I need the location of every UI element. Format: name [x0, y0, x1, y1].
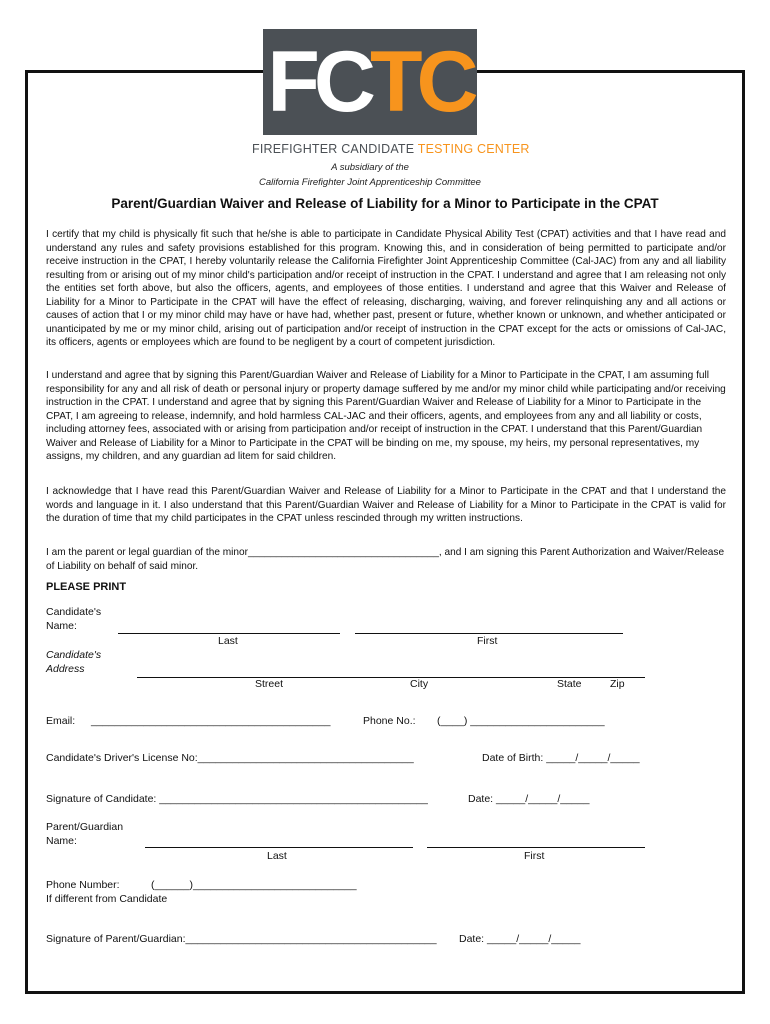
parent-name-label [46, 821, 123, 848]
parent-name-label-line1: Parent/Guardian [46, 821, 124, 833]
candidate-first-caption: First [477, 635, 498, 647]
logo-subtitle-orange: TESTING CENTER [417, 142, 530, 156]
candidate-last-caption: Last [218, 635, 238, 647]
parent-last-caption: Last [267, 850, 287, 862]
page-border-left [25, 70, 28, 994]
logo-subtitle [252, 142, 530, 156]
parent-first-name-field[interactable] [427, 847, 645, 848]
address-label-line2: Address [46, 662, 85, 675]
paragraph-acknowledge: I acknowledge that I have read this Parent/Guardian Waiver and Release of Liability for a Minor to Participate in the CPAT and that I understand the words and language in it. I also understand that this Parent/Guardian Waiver and Release of Liability for a Minor to Participate in the CPAT is valid for the duration of time that my child participates in the CPAT unless rescinded through my written instructions. [46, 486, 726, 525]
page-border-bottom [25, 991, 745, 994]
logo-subtitle-dark: FIREFIGHTER CANDIDATE [252, 142, 418, 156]
date-of-birth-field[interactable]: Date of Birth: _____/_____/_____ [482, 752, 640, 764]
email-field[interactable]: _________________________________________ [91, 715, 331, 727]
drivers-license-field[interactable]: Candidate's Driver's License No:_____________________________________ [46, 752, 414, 764]
logo-letters-fc: FC [267, 34, 370, 130]
parent-signature-field[interactable]: Signature of Parent/Guardian:___________________________________________ [46, 933, 437, 945]
candidate-first-name-field[interactable] [355, 633, 623, 634]
paragraph-certify: I certify that my child is physically fit such that he/she is able to participate in Candidate Physical Ability Test (CPAT) activities and that I have read and understand any rules and safety provisions established for this program. Knowing this, and in consideration of being permitted to participate and/or receive instruction in the CPAT, I hereby voluntarily release the California Firefighter Joint Apprenticeship Committee (Cal-JAC) from any and all liability resulting from or arising out of my minor child's participation and/or receipt of instruction in the CPAT. I understand and agree that I am releasing not only the entities set forth above, but also the officers, agents, and employees of those entities. I understand and agree that this Waiver and Release of Liability for a Minor to Participate in the CPAT will have the effect of releasing, discharging, waiving, and forever relinquishing any and all actions or causes of action that I or my minor child may have or have had, whether past, present or future, whether known or unknown, and whether anticipated or unanticipated by me or my minor child, arising out of participation and/or receipt of instruction in the CPAT except for the acts or omissions of Cal-JAC, its officers, agents or employees which are found to be negligent by a court of competent jurisdiction. [46, 229, 726, 349]
tagline-line-2: California Firefighter Joint Apprenticeship Committee [259, 177, 481, 188]
logo-tagline [200, 160, 540, 190]
paragraph-guardian-statement: I am the parent or legal guardian of the minor__________________________________, and I am signing this Parent Authorization and Waiver/Release of Liability on behalf of said minor. [46, 547, 725, 572]
candidate-name-label-line1: Candidate's [46, 606, 102, 618]
page-border-right [742, 70, 745, 994]
parent-phone-label: Phone Number: [46, 879, 120, 891]
candidate-last-name-field[interactable] [118, 633, 340, 634]
address-state-caption: State [557, 678, 582, 690]
candidate-name-label [46, 606, 101, 633]
address-label-line1: Candidate's [46, 649, 102, 661]
parent-name-label-line2: Name: [46, 834, 77, 847]
address-zip-caption: Zip [610, 678, 625, 690]
parent-signature-date-field[interactable]: Date: _____/_____/_____ [459, 933, 581, 945]
candidate-signature-field[interactable]: Signature of Candidate: ______________________________________________ [46, 793, 428, 805]
tagline-line-1: A subsidiary of the [331, 162, 409, 173]
parent-first-caption: First [524, 850, 545, 862]
document-title: Parent/Guardian Waiver and Release of Liability for a Minor to Participate in the CPAT [111, 196, 659, 211]
parent-phone-field[interactable]: (______)____________________________ [151, 879, 357, 891]
paragraph-responsibility: I understand and agree that by signing this Parent/Guardian Waiver and Release of Liability for a Minor to Participate in the CPAT, I am assuming full responsibility for any and all risk of death or personal injury or property damage suffered by me and/or my minor child while participating and/or receiving instruction in the CPAT. I understand and agree that by signing this Parent/Guardian Waiver and Release of Liability for a Minor to Participate in the CPAT, I am agreeing to release, indemnify, and hold harmless CAL-JAC and their officers, agents, and employees from any and all liability or costs, including attorney fees, associated with or arising from participation and/or receipt of instruction in the CPAT. I understand that this Parent/Guardian Waiver and Release of Liability for a Minor to Participate in the CPAT will be binding on me, my spouse, my heirs, my personal representatives, my assigns, my children, and any guardian ad litem for said children. [46, 370, 726, 463]
phone-field[interactable]: (____) _______________________ [437, 715, 605, 727]
if-different-note: If different from Candidate [46, 893, 168, 905]
parent-last-name-field[interactable] [145, 847, 413, 848]
phone-label: Phone No.: [363, 715, 416, 727]
please-print-heading: PLEASE PRINT [46, 581, 127, 593]
candidate-name-label-line2: Name: [46, 619, 77, 632]
candidate-signature-date-field[interactable]: Date: _____/_____/_____ [468, 793, 590, 805]
fctc-logo-letters [263, 29, 477, 135]
logo-letters-tc: TC [370, 34, 473, 130]
email-label: Email: [46, 715, 76, 727]
address-street-caption: Street [255, 678, 284, 690]
address-city-caption: City [410, 678, 429, 690]
candidate-address-label [46, 649, 101, 676]
